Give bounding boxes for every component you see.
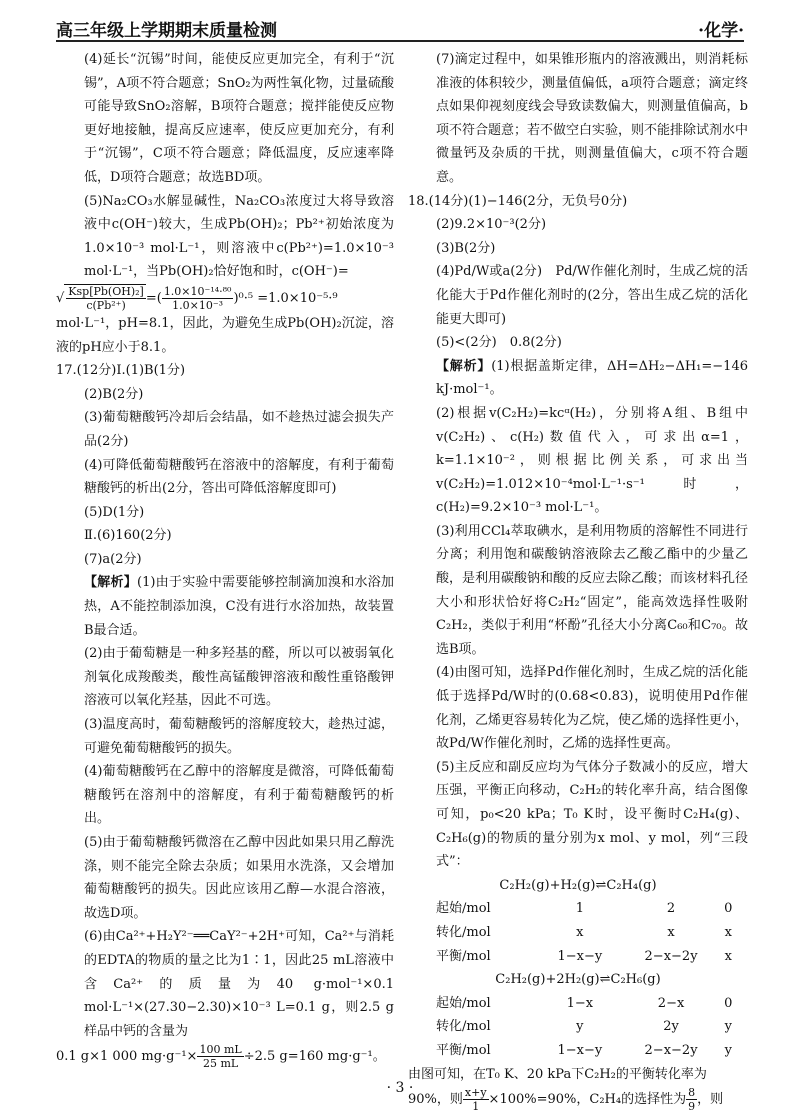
table-cell: 1−x	[566, 995, 594, 1011]
table-row	[436, 945, 736, 969]
q17-ans-2: (2)B(2分)	[84, 386, 144, 402]
right-column	[408, 48, 748, 1113]
table-cell: x	[667, 924, 675, 940]
q17-ans-6: Ⅱ.(6)160(2分)	[84, 528, 172, 544]
table-cell: 0	[724, 995, 733, 1011]
frac-num: Ksp[Pb(OH)₂]	[68, 284, 144, 298]
frac-num: 8	[688, 1086, 696, 1100]
para-l-5a: (5)Na₂CO₃水解显碱性，Na₂CO₃浓度过大将导致溶液中c(OH⁻)较大，生成Pb(OH)₂；Pb²⁺初始浓度为1.0×10⁻³ mol·L⁻¹，则溶液中c(Pb²⁺)=1.0×10⁻³ mol·L⁻¹，当Pb(OH)₂恰好饱和时，c(OH⁻)=	[84, 193, 394, 280]
table-cell: 2−x−2y	[644, 1042, 698, 1058]
table-cell: x	[724, 948, 732, 964]
table-row	[436, 1015, 736, 1039]
q17-heading: 17.(12分)Ⅰ.(1)B(1分)	[56, 363, 186, 379]
q18-heading: 18.(14分)(1)−146(2分，无负号0分)	[408, 193, 628, 209]
analysis-r-last1: 由图可知，在T₀ K、20 kPa下C₂H₂的平衡转化率为	[408, 1066, 707, 1082]
frac-den: 9	[688, 1100, 696, 1114]
frac-den: 25 mL	[202, 1057, 239, 1071]
table-cell: 1−x−y	[557, 1042, 603, 1058]
formula-op: =(	[145, 290, 162, 306]
text: 90%，则	[408, 1092, 463, 1108]
equation-2: C₂H₂(g)+2H₂(g)⇌C₂H₆(g)	[495, 972, 661, 988]
sqrt-expr	[64, 284, 146, 312]
header-title: 高三年级上学期期末质量检测	[56, 21, 277, 41]
frac-num: 100 mL	[199, 1043, 242, 1057]
q17-ans-7: (7)a(2分)	[84, 551, 142, 567]
left-column	[56, 48, 394, 1070]
header-subject: ·化学·	[698, 21, 744, 41]
frac-den: 1.0×10⁻³	[172, 298, 224, 312]
text: ，则	[697, 1092, 724, 1108]
q18-ans-5: (5)<(2分) 0.8(2分)	[436, 335, 562, 351]
three-stage-table-2	[436, 992, 736, 1063]
table-row	[436, 1039, 736, 1063]
table-cell: 2y	[663, 1019, 679, 1035]
table-cell: y	[724, 1019, 732, 1035]
page-number: · 3 ·	[386, 1080, 414, 1096]
table-row	[436, 992, 736, 1016]
calc-pre: 0.1 g×1 000 mg·g⁻¹×	[56, 1049, 198, 1065]
table-cell: x	[576, 924, 584, 940]
analysis-text: (1)根据盖斯定律，ΔH=ΔH₂−ΔH₁=−146 kJ·mol⁻¹。	[436, 358, 748, 398]
table-row	[436, 921, 736, 945]
analysis-l-6b	[56, 1043, 394, 1070]
frac-den: 1	[472, 1100, 480, 1114]
table-cell: 1	[575, 901, 584, 917]
analysis-r-1	[408, 355, 748, 402]
table-cell: 0	[724, 901, 733, 917]
analysis-r-2: (2)根据v(C₂H₂)=kcᵅ(H₂)，分别将A组、B组中v(C₂H₂)、c(H₂)数值代入，可求出α=1，k=1.1×10⁻²，则根据比例关系，可求出当v(C₂H₂)=1.012×10⁻⁴mol·L⁻¹·s⁻¹时，c(H₂)=9.2×10⁻³ mol·L⁻¹。	[436, 405, 748, 516]
frac-volume	[197, 1043, 243, 1070]
frac-num: 1.0×10⁻¹⁴·⁸⁰	[163, 284, 232, 298]
frac-ksp	[66, 285, 146, 312]
para-l-5b: mol·L⁻¹，pH=8.1，因此，为避免生成Pb(OH)₂沉淀，溶液的pH应小于8.1。	[56, 315, 394, 355]
q17-ans-3: (3)葡萄糖酸钙冷却后会结晶，如不趁热过滤会损失产品(2分)	[84, 410, 394, 449]
table-cell: 2−x−2y	[644, 948, 698, 964]
row-label: 平衡/mol	[436, 948, 491, 964]
row-label: 起始/mol	[436, 995, 491, 1011]
analysis-l-3: (3)温度高时，葡萄糖酸钙的溶解度较大，趁热过滤，可避免葡萄糖酸钙的损失。	[84, 717, 394, 756]
table-cell: 2−x	[657, 995, 685, 1011]
para-l-4: (4)延长“沉锡”时间，能使反应更加完全，有利于“沉锡”，A项不符合题意；SnO₂为两性氧化物，过量硫酸可能导致SnO₂溶解，B项符合题意；搅拌能使反应物更好地接触，提高反应速率，使反应更加充分，有利于“沉锡”，C项不符合题意；降低温度，反应速率降低，D项符合题意；故选BD项。	[84, 52, 394, 185]
analysis-l-4: (4)葡萄糖酸钙在乙醇中的溶解度是微溶，可降低葡萄糖酸钙在溶剂中的溶解度，有利于葡萄糖酸钙的析出。	[84, 764, 394, 827]
q18-ans-4: (4)Pd/W或a(2分) Pd/W作催化剂时，生成乙烷的活化能大于Pd作催化剂时的(2分，答出生成乙烷的活化能更大即可)	[436, 264, 748, 327]
q17-ans-5: (5)D(1分)	[84, 504, 145, 520]
text: ×100%=90%，C₂H₄的选择性为	[488, 1092, 687, 1108]
frac-num: x+y	[464, 1086, 487, 1100]
row-label: 转化/mol	[436, 1019, 491, 1035]
row-label: 转化/mol	[436, 924, 491, 940]
table-row	[436, 897, 736, 921]
analysis-text: (1)由于实验中需要能够控制滴加溴和水浴加热，A不能控制添加溴，C没有进行水浴加热，故装置B最合适。	[84, 575, 394, 638]
analysis-label: 【解析】	[436, 358, 492, 374]
equation-1: C₂H₂(g)+H₂(g)⇌C₂H₄(g)	[499, 877, 657, 893]
analysis-r-5: (5)主反应和副反应均为气体分子数减小的反应，增大压强，平衡正向移动，C₂H₂的转化率升高，结合图像可知，p₀<20 kPa；T₀ K时，设平衡时C₂H₄(g)、C₂H₆(g)的物质的量分别为x mol、y mol，列“三段式”：	[436, 759, 748, 870]
formula-coh: √ $\frac{\text{Ksp[Pb(OH)₂]}}{\text{c(Pb²⁺)}}$ =( $\frac{\text{1.0×10⁻¹⁴·⁸⁰}}{\text{1.0×10⁻³}}$ )⁰·⁵ =1.0×10⁻⁵·⁹	[56, 284, 338, 312]
table-cell: 1−x−y	[557, 948, 603, 964]
q17-ans-4: (4)可降低葡萄糖酸钙在溶液中的溶解度，有利于葡萄糖酸钙的析出(2分，答出可降低溶解度即可)	[84, 457, 394, 497]
analysis-l-2: (2)由于葡萄糖是一种多羟基的醛，所以可以被弱氧化剂氧化成羧酸类，酸性高锰酸钾溶液和酸性重铬酸钾溶液可以氧化羟基，因此不可选。	[84, 646, 394, 709]
analysis-l-6a: (6)由Ca²⁺+H₂Y²⁻══CaY²⁻+2H⁺可知，Ca²⁺与消耗的EDTA的物质的量之比为1∶1，因此25 mL溶液中含Ca²⁺的质量为40 g·mol⁻¹×0.1 mol·L⁻¹×(27.30−2.30)×10⁻³ L=0.1 g，则2.5 g样品中钙的含量为	[84, 929, 394, 1039]
table-cell: x	[724, 924, 732, 940]
analysis-l-5: (5)由于葡萄糖酸钙微溶在乙醇中因此如果只用乙醇洗涤，则不能完全除去杂质；如果用水洗涤，又会增加葡萄糖酸钙的损失。因此应该用乙醇—水混合溶液，故选D项。	[84, 835, 394, 921]
row-label: 平衡/mol	[436, 1042, 491, 1058]
table-cell: 2	[666, 901, 676, 917]
page-header	[56, 14, 744, 42]
three-stage-table-1	[436, 897, 736, 968]
analysis-label: 【解析】	[84, 575, 138, 591]
para-r-7: (7)滴定过程中，如果锥形瓶内的溶液溅出，则消耗标准液的体积较少，测量值偏低，a项符合题意；滴定终点如果仰视刻度线会导致读数偏大，则测量值偏高，b项不符合题意；若不做空白实验，则不能排除试剂水中微量钙及杂质的干扰，则测量值偏大，c项不符合题意。	[436, 52, 749, 185]
analysis-r-3: (3)利用CCl₄萃取碘水，是利用物质的溶解性不同进行分离；利用饱和碳酸钠溶液除去乙酸乙酯中的少量乙酸，是利用碳酸钠和酸的反应去除乙酸；而该材料孔径大小和形状恰好将C₂H₂“固定”，能高效选择性吸附C₂H₂，类似于利用“杯酚”孔径大小分离C₆₀和C₇₀。故选B项。	[436, 523, 749, 657]
q18-ans-2: (2)9.2×10⁻³(2分)	[436, 217, 547, 233]
calc-post: ÷2.5 g=160 mg·g⁻¹。	[243, 1049, 386, 1065]
q18-ans-3: (3)B(2分)	[436, 240, 496, 256]
analysis-l-1	[56, 571, 394, 642]
row-label: 起始/mol	[436, 901, 491, 917]
analysis-r-4: (4)由图可知，选择Pd作催化剂时，生成乙烷的活化能低于选择Pd/W时的(0.68<0.83)，说明使用Pd作催化剂，乙烯更容易转化为乙烷，使乙烯的选择性更小，故Pd/W作催化剂时，乙烯的选择性更高。	[436, 665, 749, 752]
table-cell: y	[724, 1042, 732, 1058]
formula-result: )⁰·⁵ =1.0×10⁻⁵·⁹	[233, 290, 338, 306]
frac-values	[162, 285, 234, 312]
table-cell: y	[576, 1019, 584, 1035]
frac-den: c(Pb²⁺)	[86, 298, 126, 312]
